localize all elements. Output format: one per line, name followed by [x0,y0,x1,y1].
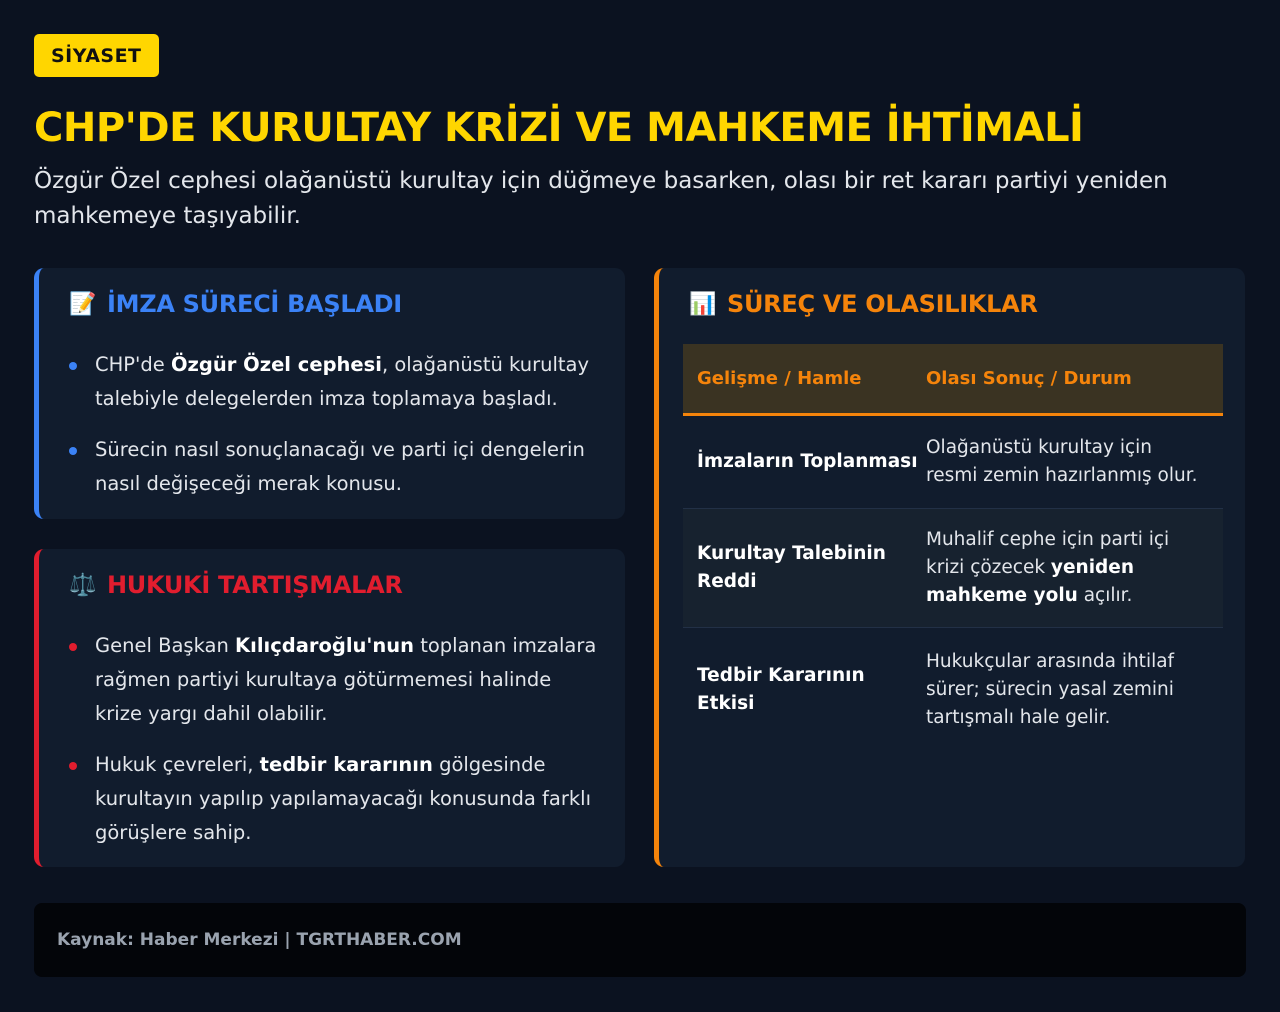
table-cell-development: Kurultay Talebinin Reddi [697,543,886,592]
category-badge: SİYASET [34,34,159,77]
card-heading-text: İMZA SÜRECİ BAŞLADI [107,290,402,318]
page-subtitle: Özgür Özel cephesi olağanüstü kurultay için düğmeye basarken, olası bir ret kararı partiyi yeniden mahkemeye taşıyabilir. [34,168,1168,229]
card-heading [69,290,402,318]
bullet-dot [69,762,77,770]
table-cell-outcome: Olağanüstü kurultay için resmi zemin hazırlanmış olur. [926,437,1198,486]
table-cell-outcome: Hukukçular arasında ihtilaf sürer; sürecin yasal zemini tartışmalı hale gelir. [926,651,1175,728]
table-header [683,344,1223,416]
bar-chart-icon: 📊 [689,291,717,317]
bullet-text-bold: Kılıçdaroğlu'nun [235,634,415,657]
column-header-outcome: Olası Sonuç / Durum [926,368,1132,389]
source-text: Kaynak: Haber Merkezi | TGRTHABER.COM [57,930,462,950]
bullet-text-pre: CHP'de [95,353,171,376]
signature-process-card [34,268,625,519]
bullet-text-post: toplanan imzalara rağmen partiyi kurultaya götürmemesi halinde krize yargı dahil olabilir. [95,634,597,725]
card-heading-text: SÜREÇ VE OLASILIKLAR [727,290,1038,318]
bullet-text: Sürecin nasıl sonuçlanacağı ve parti içi dengelerin nasıl değişeceği merak konusu. [95,438,585,495]
bullet-text-pre: Hukuk çevreleri, [95,753,260,776]
bullet-text-bold: tedbir kararının [259,753,433,776]
legal-debates-card [34,549,625,867]
cell-text-pre: Muhalif cephe için parti içi krizi çözecek [926,529,1170,578]
bullet-text-post: gölgesinde kurultayın yapılıp yapılamayacağı konusunda farklı görüşlere sahip. [95,753,592,844]
source-footer [34,903,1246,977]
bullet-list [64,629,601,867]
bullet-list [64,348,601,518]
cell-text-post: açılır. [1077,585,1133,606]
table-row [683,509,1223,628]
outcomes-table [683,344,1223,752]
bullet-text-bold: Özgür Özel cephesi [170,353,382,376]
bullet-dot [69,447,77,455]
table-row [683,628,1223,752]
bullet-text-post: , olağanüstü kurultay talebiyle delegelerden imza toplamaya başladı. [95,353,590,410]
list-item [64,433,601,501]
card-heading [689,290,1038,318]
card-heading-text: HUKUKİ TARTIŞMALAR [107,571,403,599]
column-header-development: Gelişme / Hamle [697,368,862,389]
bullet-text-pre: Genel Başkan [95,634,236,657]
table-row [683,416,1223,509]
cell-text-bold: yeniden mahkeme yolu [926,557,1135,606]
scales-icon: ⚖️ [69,572,97,598]
list-item [64,748,601,850]
process-probabilities-card [654,268,1245,867]
table-cell-development: İmzaların Toplanması [697,451,918,472]
bullet-dot [69,362,77,370]
bullet-dot [69,643,77,651]
card-heading [69,571,403,599]
memo-icon: 📝 [69,291,97,317]
table-cell-outcome [926,526,1223,610]
list-item [64,348,601,416]
page-title: CHP'DE KURULTAY KRİZİ VE MAHKEME İHTİMALİ [34,105,1084,151]
table-cell-development: Tedbir Kararının Etkisi [697,665,865,714]
list-item [64,629,601,731]
